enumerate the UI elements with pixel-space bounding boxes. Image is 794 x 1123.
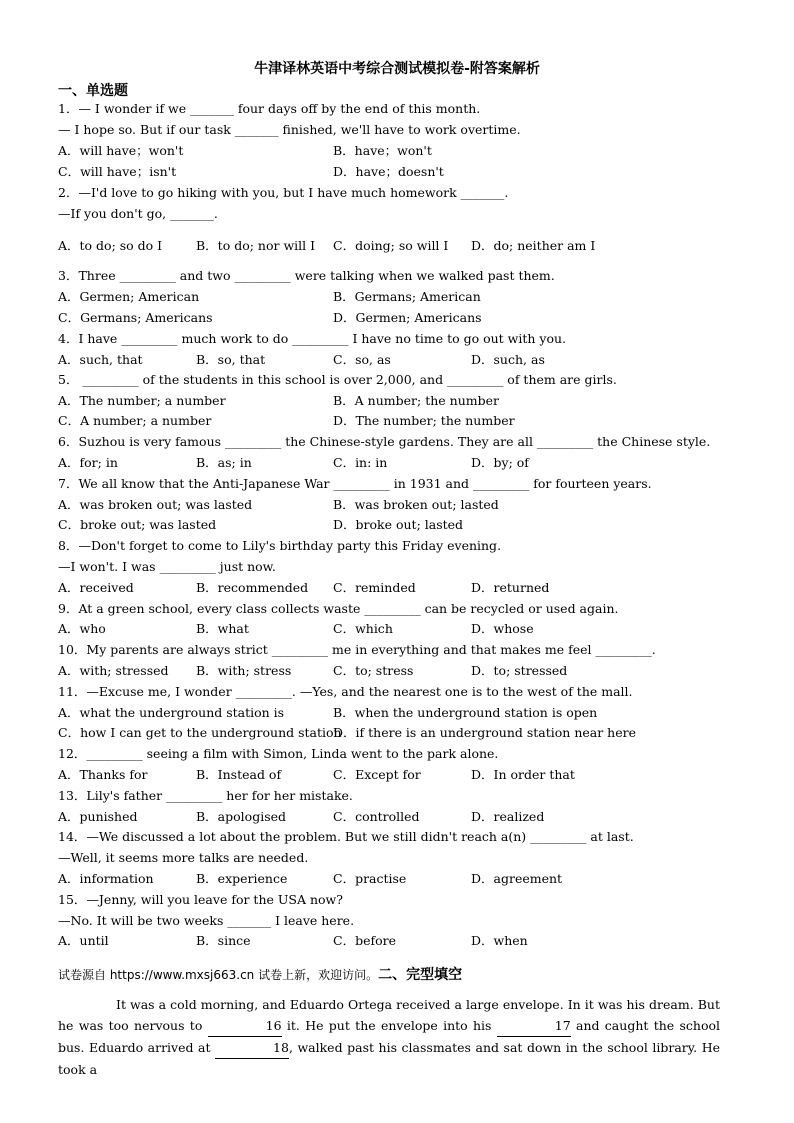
question-2-stem-line: —If you don't go, _______. bbox=[58, 206, 218, 221]
source-text: 试卷源自 https://www.mxsj663.cn 试卷上新，欢迎访问。 bbox=[58, 968, 379, 982]
question-3-option-b: B．Germans; American bbox=[333, 289, 481, 304]
question-7-option-d: D．broke out; lasted bbox=[333, 517, 464, 532]
question-11-option-c: C．how I can get to the underground station bbox=[58, 725, 342, 740]
question-14-option-c: C．practise bbox=[333, 871, 407, 886]
page-title: 牛津译林英语中考综合测试模拟卷-附答案解析 bbox=[254, 61, 540, 77]
question-15-stem-line: 15．—Jenny, will you leave for the USA now? bbox=[58, 892, 343, 907]
question-5-option-a: A．The number; a number bbox=[58, 393, 226, 408]
question-12-stem-line: 12．_________ seeing a film with Simon, Linda went to the park alone. bbox=[58, 746, 499, 761]
question-14-stem-line: 14．—We discussed a lot about the problem. But we still didn't reach a(n) _________ at last. bbox=[58, 829, 634, 844]
question-8-option-b: B．recommended bbox=[196, 580, 309, 595]
question-9-option-b: B．what bbox=[196, 621, 249, 636]
question-10-option-a: A．with; stressed bbox=[58, 663, 169, 678]
question-8-stem-line: —I won't. I was _________ just now. bbox=[58, 559, 276, 574]
question-7-option-a: A．was broken out; was lasted bbox=[58, 497, 253, 512]
question-7-stem-line: 7．We all know that the Anti-Japanese War _________ in 1931 and _________ for fourteen years. bbox=[58, 476, 652, 491]
question-12-option-c: C．Except for bbox=[333, 767, 421, 782]
question-8-option-a: A．received bbox=[58, 580, 134, 595]
question-1-option-a: A．will have；won't bbox=[58, 143, 184, 158]
question-10-option-d: D．to; stressed bbox=[471, 663, 568, 678]
question-14-option-d: D．agreement bbox=[471, 871, 563, 886]
question-11-option-a: A．what the underground station is bbox=[58, 705, 285, 720]
question-1-option-d: D．have；doesn't bbox=[333, 164, 444, 179]
cloze-passage bbox=[58, 994, 720, 1080]
question-4-option-b: B．so, that bbox=[196, 352, 266, 367]
question-5-stem-line: 5． _________ of the students in this school is over 2,000, and _________ of them are girls. bbox=[58, 372, 617, 387]
question-9-stem-line: 9．At a green school, every class collects waste _________ can be recycled or used again. bbox=[58, 601, 619, 616]
question-6-option-b: B．as; in bbox=[196, 455, 252, 470]
passage-text-3: and caught the school bus. Eduardo arrived at bbox=[58, 1018, 720, 1055]
blank-17: 17 bbox=[497, 1015, 571, 1037]
question-15-option-b: B．since bbox=[196, 933, 251, 948]
question-10-stem-line: 10．My parents are always strict _________ me in everything and that makes me feel _________. bbox=[58, 642, 656, 657]
question-13-stem-line: 13．Lily's father _________ her for her mistake. bbox=[58, 788, 353, 803]
blank-18: 18 bbox=[215, 1037, 289, 1059]
question-6-stem-line: 6．Suzhou is very famous _________ the Chinese-style gardens. They are all _________ the Chinese style. bbox=[58, 434, 711, 449]
question-10-option-c: C．to; stress bbox=[333, 663, 414, 678]
question-14-stem-line: —Well, it seems more talks are needed. bbox=[58, 850, 309, 865]
question-8-option-d: D．returned bbox=[471, 580, 550, 595]
question-13-option-b: B．apologised bbox=[196, 809, 287, 824]
question-9-option-d: D．whose bbox=[471, 621, 534, 636]
question-2-stem-line: 2．—I'd love to go hiking with you, but I have much homework _______. bbox=[58, 185, 509, 200]
question-8-option-c: C．reminded bbox=[333, 580, 416, 595]
passage-text-4: , walked past his classmates and sat down in the school library. He took a bbox=[58, 1040, 720, 1077]
question-6-option-d: D．by; of bbox=[471, 455, 529, 470]
question-15-option-d: D．when bbox=[471, 933, 528, 948]
question-13-option-a: A．punished bbox=[58, 809, 138, 824]
question-2-option-b: B．to do; nor will I bbox=[196, 238, 316, 253]
question-1-option-b: B．have；won't bbox=[333, 143, 432, 158]
question-8-stem-line: 8．—Don't forget to come to Lily's birthday party this Friday evening. bbox=[58, 538, 502, 553]
blank-16: 16 bbox=[208, 1015, 282, 1037]
question-1-stem-line: 1．— I wonder if we _______ four days off by the end of this month. bbox=[58, 101, 481, 116]
passage-text-2: it. He put the envelope into his bbox=[281, 1018, 497, 1033]
question-15-option-c: C．before bbox=[333, 933, 396, 948]
question-3-stem-line: 3．Three _________ and two _________ were talking when we walked past them. bbox=[58, 268, 555, 283]
question-12-option-b: B．Instead of bbox=[196, 767, 282, 782]
question-9-option-a: A．who bbox=[58, 621, 106, 636]
question-12-option-a: A．Thanks for bbox=[58, 767, 148, 782]
question-6-option-c: C．in: in bbox=[333, 455, 388, 470]
question-5-option-b: B．A number; the number bbox=[333, 393, 499, 408]
question-7-option-c: C．broke out; was lasted bbox=[58, 517, 217, 532]
source-line bbox=[58, 964, 462, 984]
question-4-option-a: A．such, that bbox=[58, 352, 143, 367]
question-11-option-d: D．if there is an underground station near here bbox=[333, 725, 636, 740]
question-2-option-a: A．to do; so do I bbox=[58, 238, 163, 253]
question-1-option-c: C．will have；isn't bbox=[58, 164, 177, 179]
question-5-option-d: D．The number; the number bbox=[333, 413, 515, 428]
question-14-option-a: A．information bbox=[58, 871, 154, 886]
question-3-option-c: C．Germans; Americans bbox=[58, 310, 213, 325]
question-4-option-d: D．such, as bbox=[471, 352, 545, 367]
question-9-option-c: C．which bbox=[333, 621, 393, 636]
question-15-stem-line: —No. It will be two weeks _______ I leave here. bbox=[58, 913, 355, 928]
question-2-option-d: D．do; neither am I bbox=[471, 238, 596, 253]
question-11-option-b: B．when the underground station is open bbox=[333, 705, 598, 720]
question-14-option-b: B．experience bbox=[196, 871, 288, 886]
question-15-option-a: A．until bbox=[58, 933, 109, 948]
question-12-option-d: D．In order that bbox=[471, 767, 575, 782]
question-13-option-c: C．controlled bbox=[333, 809, 420, 824]
passage-text-1: It was a cold morning, and Eduardo Ortega received a large envelope. In it was his dream. But he was too nervous to bbox=[58, 997, 720, 1033]
question-1-stem-line: — I hope so. But if our task _______ finished, we'll have to work overtime. bbox=[58, 122, 521, 137]
question-4-option-c: C．so, as bbox=[333, 352, 391, 367]
section-heading-cloze: 二、完型填空 bbox=[378, 967, 463, 983]
question-13-option-d: D．realized bbox=[471, 809, 545, 824]
section-heading-single-choice: 一、单选题 bbox=[58, 83, 128, 99]
question-5-option-c: C．A number; a number bbox=[58, 413, 212, 428]
question-2-option-c: C．doing; so will I bbox=[333, 238, 449, 253]
question-4-stem-line: 4．I have _________ much work to do _________ I have no time to go out with you. bbox=[58, 331, 567, 346]
question-11-stem-line: 11．—Excuse me, I wonder _________. —Yes, and the nearest one is to the west of the mall. bbox=[58, 684, 633, 699]
question-7-option-b: B．was broken out; lasted bbox=[333, 497, 499, 512]
question-3-option-a: A．Germen; American bbox=[58, 289, 200, 304]
question-6-option-a: A．for; in bbox=[58, 455, 118, 470]
question-3-option-d: D．Germen; Americans bbox=[333, 310, 482, 325]
question-10-option-b: B．with; stress bbox=[196, 663, 292, 678]
